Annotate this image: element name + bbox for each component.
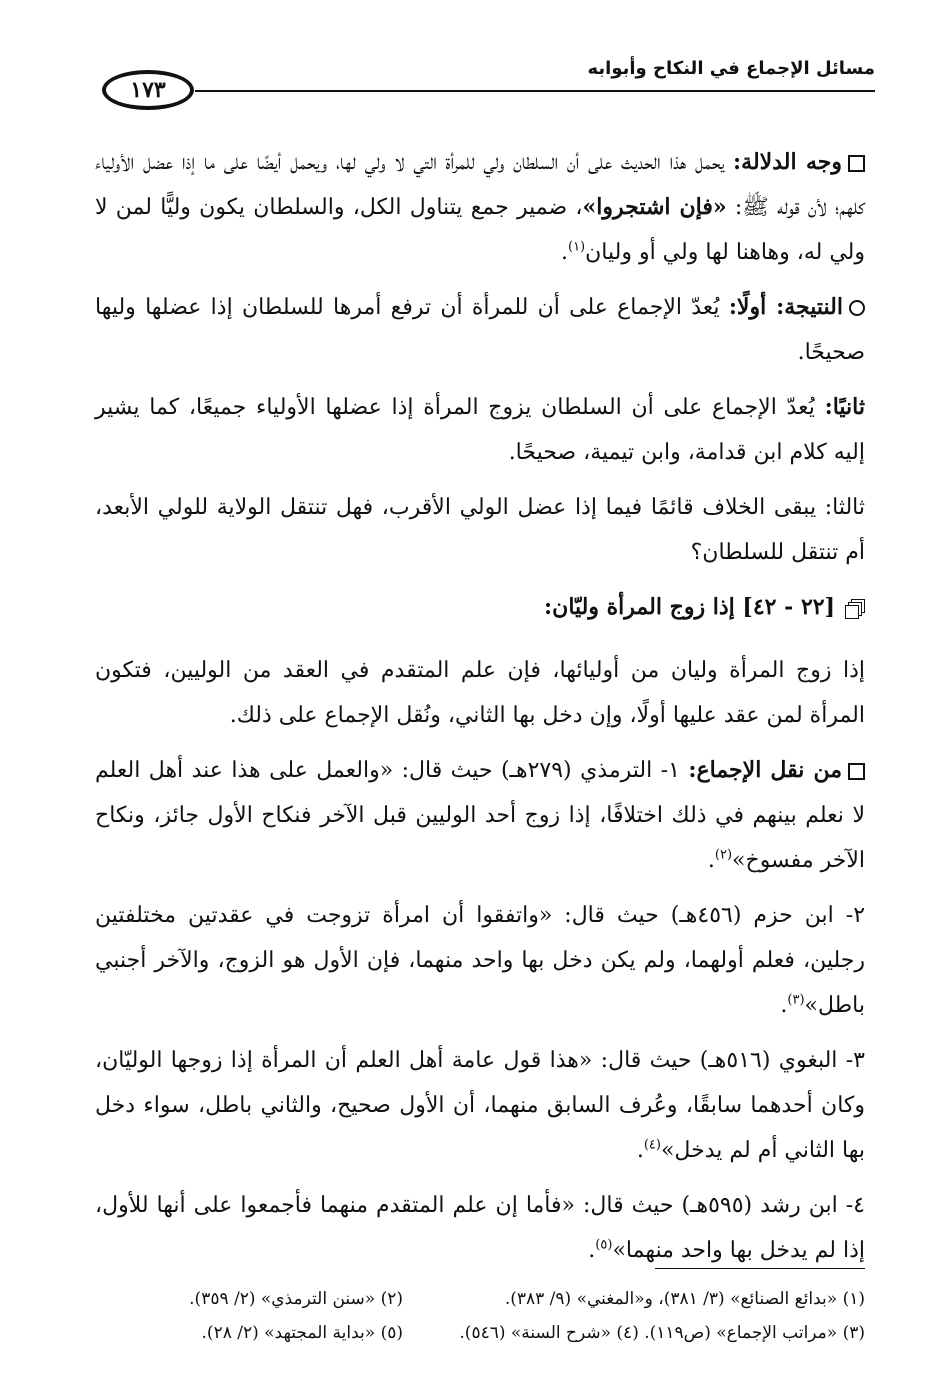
paragraph-label: وجه الدلالة: [733, 149, 842, 175]
footnote-ref[interactable]: (٥) [595, 1237, 613, 1253]
paragraph-evidence [95, 140, 865, 275]
paragraph-consensus-ibn-hazm [95, 893, 865, 1028]
square-bullet-icon [848, 763, 865, 780]
paragraph-end: . [636, 1138, 644, 1163]
footnote-ref[interactable]: (١) [567, 239, 586, 255]
paragraph-text: ٤- ابن رشد (٥٩٥هـ) حيث قال: «فأما إن علم المتقدم منهما فأجمعوا على أنها للأول، إذا لم يدخل بها واحد منهما» [95, 1193, 865, 1263]
footnote-ref[interactable]: (٣) [787, 992, 805, 1008]
footnote-separator [655, 1268, 865, 1269]
paragraph-label: من نقل الإجماع: [688, 757, 842, 783]
paragraph-result-second [95, 385, 865, 475]
paragraph-intro [95, 648, 865, 738]
footnote-row [95, 1282, 865, 1316]
paragraph-result-third [95, 485, 865, 575]
header-rule [195, 90, 875, 92]
footnote-ref[interactable]: (٤) [643, 1137, 661, 1153]
paragraph-end: . [560, 240, 568, 265]
square-bullet-icon [848, 155, 865, 172]
paragraph-end: . [707, 848, 715, 873]
documents-icon [845, 599, 865, 617]
section-heading [95, 585, 865, 630]
footnote-1: (١) «بدائع الصنائع» (٣/ ٣٨١)، و«المغني» (٩/ ٣٨٣). [504, 1289, 865, 1309]
paragraph-text: ٢- ابن حزم (٤٥٦هـ) حيث قال: «واتفقوا أن امرأة تزوجت في عقدتين مختلفتين رجلين، فعلم أولهما، ولم يكن دخل بها واحد منهما، فإن الأول هو الزوج، والآخر أجنبي باطل» [95, 903, 866, 1018]
paragraph-end: . [780, 993, 788, 1018]
paragraph-text: ١- الترمذي (٢٧٩هـ) حيث قال: «والعمل على هذا عند أهل العلم لا نعلم بينهم في ذلك اختلافًا، إذا زوج أحد الوليين قبل الآخر فنكاح الأول جائز، ونكاح الآخر مفسوخ» [95, 758, 865, 873]
paragraph-text: يُعدّ الإجماع على أن السلطان يزوج المرأة إذا عضلها الأولياء جميعًا، كما يشير إليه كلام ابن قدامة، وابن تيمية، صحيحًا. [95, 395, 865, 465]
main-text [95, 140, 865, 1283]
paragraph-label: النتيجة: أولًا: [728, 294, 843, 320]
paragraph-text: يُعدّ الإجماع على أن للمرأة أن ترفع أمرها للسلطان إذا عضلها وليها صحيحًا. [95, 295, 865, 365]
paragraph-consensus-baghawi [95, 1038, 865, 1173]
paragraph-label: ثانيًا: [824, 394, 865, 420]
circle-bullet-icon [849, 300, 865, 316]
paragraph-text: إذا زوج المرأة وليان من أوليائها، فإن علم المتقدم في العقد من الوليين، فتكون المرأة لمن عقد عليها أولًا، وإن دخل بها الثاني، ونُقل الإجماع على ذلك. [95, 658, 865, 728]
page-number-badge [102, 70, 194, 110]
running-title: مسائل الإجماع في النكاح وأبوابه [587, 58, 875, 79]
paragraph-text: ثالثا: يبقى الخلاف قائمًا فيما إذا عضل الولي الأقرب، فهل تنتقل الولاية للولي الأبعد، أم تنتقل للسلطان؟ [95, 495, 865, 565]
section-title: إذا زوج المرأة وليّان: [544, 594, 743, 620]
paragraph-consensus-tirmidhi [95, 748, 865, 883]
paragraph-text: يحمل هذا الحديث على أن السلطان ولي للمرأة التي لا ولي لها، ويحمل أيضًا على ما إذا عضل الأولياء كلهم؛ لأن قوله ﷺ: [95, 150, 866, 220]
paragraph-text: ، ضمير جمع يتناول الكل، والسلطان يكون وليًّا لمن لا ولي له، وهاهنا لها ولي أو وليان [95, 195, 865, 265]
hadith-quote: «فإن اشتجروا» [582, 194, 727, 220]
footnotes [95, 1282, 865, 1350]
page-header [100, 50, 875, 130]
paragraph-text: ٣- البغوي (٥١٦هـ) حيث قال: «هذا قول عامة أهل العلم أن المرأة إذا زوجها الوليّان، وكان أحدهما سابقًا، وعُرف السابق منهما، أن الأول صحيح، والثاني باطل، سواء دخل بها الثاني أم لم يدخل» [95, 1048, 865, 1163]
footnote-3-4: (٣) «مراتب الإجماع» (ص١١٩). (٤) «شرح السنة» (٥٤٦). [459, 1323, 865, 1343]
paragraph-end: . [588, 1238, 596, 1263]
paragraph-result-first [95, 285, 865, 375]
page-number: ١٧٣ [130, 77, 166, 103]
footnote-5: (٥) «بداية المجتهد» (٢/ ٢٨). [201, 1323, 403, 1343]
footnote-2: (٢) «سنن الترمذي» (٢/ ٣٥٩). [189, 1289, 403, 1309]
paragraph-consensus-ibn-rushd [95, 1183, 865, 1273]
footnote-row [95, 1316, 865, 1350]
section-number: [٢٢ - ٤٢] [742, 594, 835, 620]
footnote-ref[interactable]: (٢) [714, 847, 733, 863]
